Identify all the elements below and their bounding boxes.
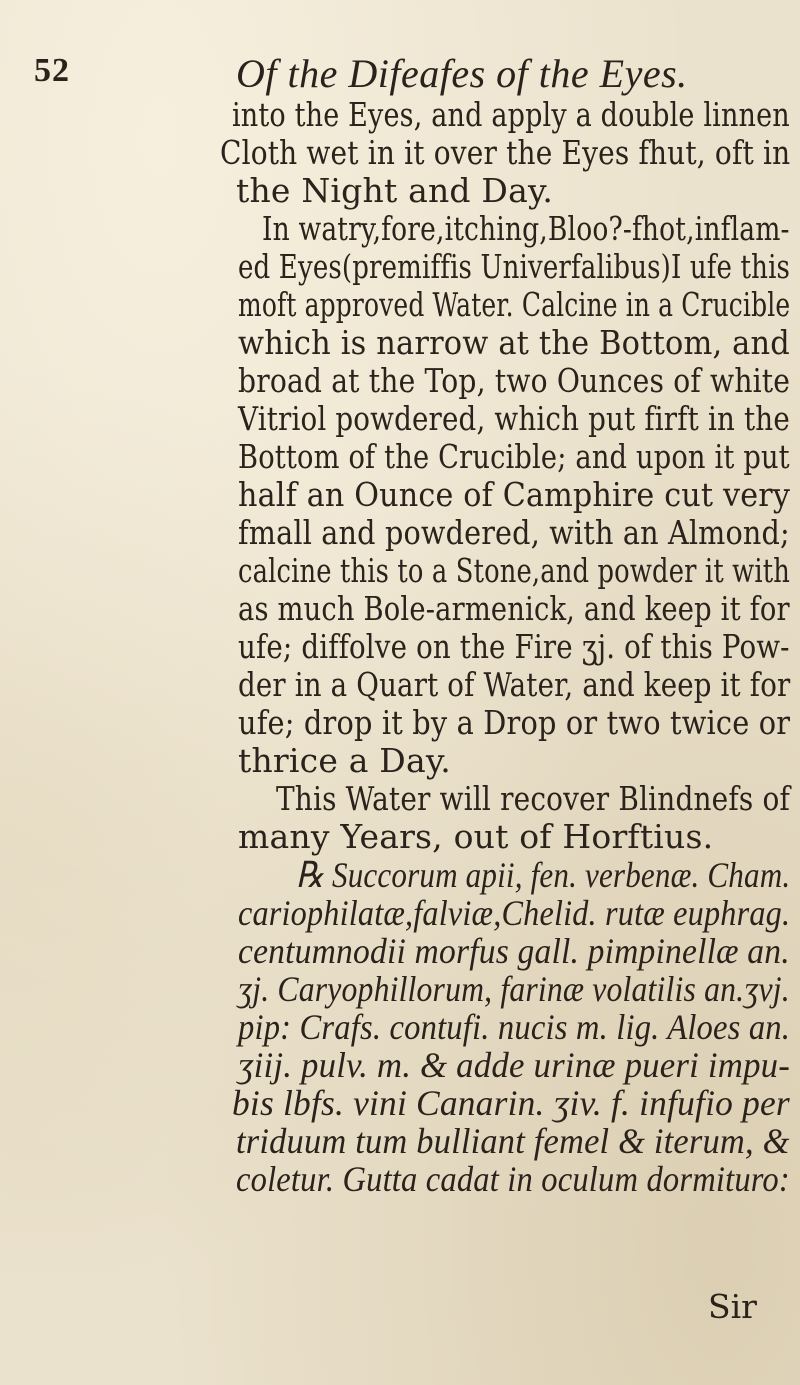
text-line: pip: Crafs. contufi. nucis m. lig. Aloes an. bbox=[238, 1007, 791, 1047]
catchword: Sir bbox=[708, 1287, 757, 1326]
text-line: ʒiij. pulv. m. & adde urinæ pueri impu- bbox=[238, 1045, 791, 1085]
running-head: Of the Difeafes of the Eyes. bbox=[236, 51, 688, 96]
text-line: This Water will recover Blindnefs of bbox=[276, 779, 790, 818]
text-line: the Night and Day. bbox=[236, 171, 554, 210]
text-line: cariophilatæ,falviæ,Chelid. rutæ euphrag. bbox=[238, 893, 791, 933]
text-line: bis lbfs. vini Canarin. ʒiv. f. infufio per bbox=[232, 1083, 790, 1123]
text-line: into the Eyes, and apply a double linnen bbox=[232, 95, 790, 134]
text-line: Cloth wet in it over the Eyes fhut, oft in bbox=[220, 133, 791, 172]
text-line: as much Bole-armenick, and keep it for bbox=[238, 589, 790, 628]
text-line: ufe; drop it by a Drop or two twice or bbox=[238, 703, 791, 742]
text-line: In watry,fore,itching,Bloo?-fhot,inflam- bbox=[262, 209, 790, 248]
text-line: many Years, out of Horftius. bbox=[238, 817, 714, 856]
text-line: Vitriol powdered, which put firft in the bbox=[238, 399, 790, 438]
text-line: broad at the Top, two Ounces of white bbox=[238, 361, 791, 400]
text-line: fmall and powdered, with an Almond; bbox=[238, 513, 790, 552]
text-line: moft approved Water. Calcine in a Crucible bbox=[238, 285, 791, 324]
text-line: centumnodii morfus gall. pimpinellæ an. bbox=[238, 931, 790, 971]
page-number: 52 bbox=[34, 52, 70, 89]
text-line: triduum tum bulliant femel & iterum, & bbox=[236, 1121, 790, 1161]
text-line: half an Ounce of Camphire cut very bbox=[238, 475, 791, 514]
text-line: which is narrow at the Bottom, and bbox=[238, 323, 790, 362]
text-line: ufe; diffolve on the Fire ʒj. of this Pow- bbox=[238, 627, 790, 666]
text-line: thrice a Day. bbox=[238, 741, 451, 780]
text-line: der in a Quart of Water, and keep it for bbox=[238, 665, 791, 704]
text-line: ℞ Succorum apii, fen. verbenæ. Cham. bbox=[296, 855, 791, 895]
text-line: ʒj. Caryophillorum, farinæ volatilis an.ʒvj. bbox=[238, 969, 790, 1009]
text-line: coletur. Gutta cadat in oculum dormituro: bbox=[236, 1159, 790, 1199]
text-line: ed Eyes(premiffis Univerfalibus)I ufe this bbox=[238, 247, 791, 286]
text-line: Bottom of the Crucible; and upon it put bbox=[238, 437, 790, 476]
text-line: calcine this to a Stone,and powder it with bbox=[238, 551, 791, 590]
